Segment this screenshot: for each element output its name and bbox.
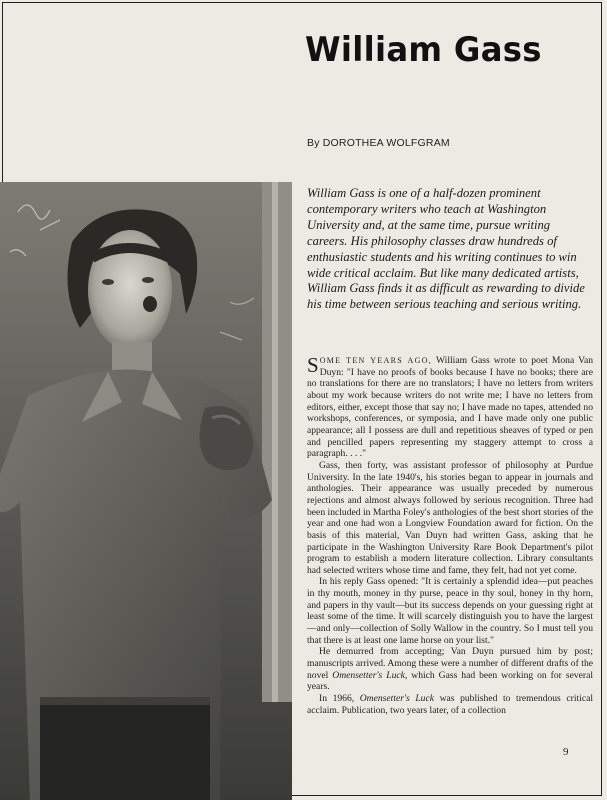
paragraph-4 — [307, 646, 593, 693]
paragraph-5-text-b: was published to tremendous critical acclaim. Publication, two years later, of a collection — [307, 693, 594, 716]
paragraph-2: Gass, then forty, was assistant professor of philosophy at Purdue University. In the late 1940's, his stories began to appear in journals and anthologies. Their appearance was usually preceded by numerous rejections and almost always followed by serious recognition. Three had been included in Martha Foley's anthologies of the best short stories of the year and one had won a Longview Foundation award for fiction. On the basis of this material, Van Duyn had written Gass, asking that he participate in the Washington University Rare Book Department's pilot program to establish a modern literature collection. Library consultants had selected writers whose time and fame, they felt, had not yet come. — [307, 459, 593, 576]
drop-cap: S — [307, 353, 319, 377]
paragraph-5 — [307, 693, 593, 716]
paragraph-4-text-a: He demurred from accepting; Van Duyn pursued him by post; manuscripts arrived. Among these were a number of different drafts of the novel — [307, 646, 593, 681]
author-photo — [0, 182, 292, 800]
byline: By DOROTHEA WOLFGRAM — [307, 137, 450, 149]
book-title-omensetter-2: Omensetter's Luck — [359, 693, 434, 705]
paragraph-4-text-b: which Gass had been working on for several years. — [307, 669, 593, 693]
lead-in-smallcaps: OME TEN YEARS AGO, — [319, 356, 433, 365]
article-body — [307, 355, 593, 716]
paragraph-3: In his reply Gass opened: "It is certainly a splendid idea—put peaches in thy mouth, money in thy purse, peace in thy soul, honey in thy horn, and papers in thy vault—but its success depends on your guessing right at least some of the time. It will scarcely distinguish you to have the largest—and only—collection of Solly Wallow in the country. So I must tell you that there is at least one lame horse on your list." — [307, 576, 593, 646]
article-intro — [307, 186, 592, 313]
intro-text: William Gass is one of a half-dozen prominent contemporary writers who teach at Washington University and, at the same time, pursue writing careers. His philosophy classes draw hundreds of enthusiastic students and his writing continues to win wide critical acclaim. But like many dedicated artists, William Gass finds it as difficult as rewarding to divide his time between serious teaching and serious writing. — [307, 186, 585, 312]
paragraph-1-text: William Gass wrote to poet Mona Van Duyn: "I have no proofs of books because I have no books; there are no translations for there are no translators; I have no letters from writers about my work because writers do not write me; I have no letters from editors, either, except those that say no; I have made no tapes, attended no workshops, conferences, or symposia, and I have made only one public appearance; all I possess are dull and repetitious sheaves of typed or pen and pencilled papers representing my staggery attempt to cross a paragraph. . . ." — [307, 355, 594, 460]
page-number: 9 — [563, 746, 569, 758]
paragraph-1 — [307, 355, 593, 460]
paragraph-5-text-a: In 1966, — [319, 693, 360, 705]
article-title: William Gass — [305, 30, 542, 70]
book-title-omensetter: Omensetter's Luck, — [332, 669, 408, 681]
